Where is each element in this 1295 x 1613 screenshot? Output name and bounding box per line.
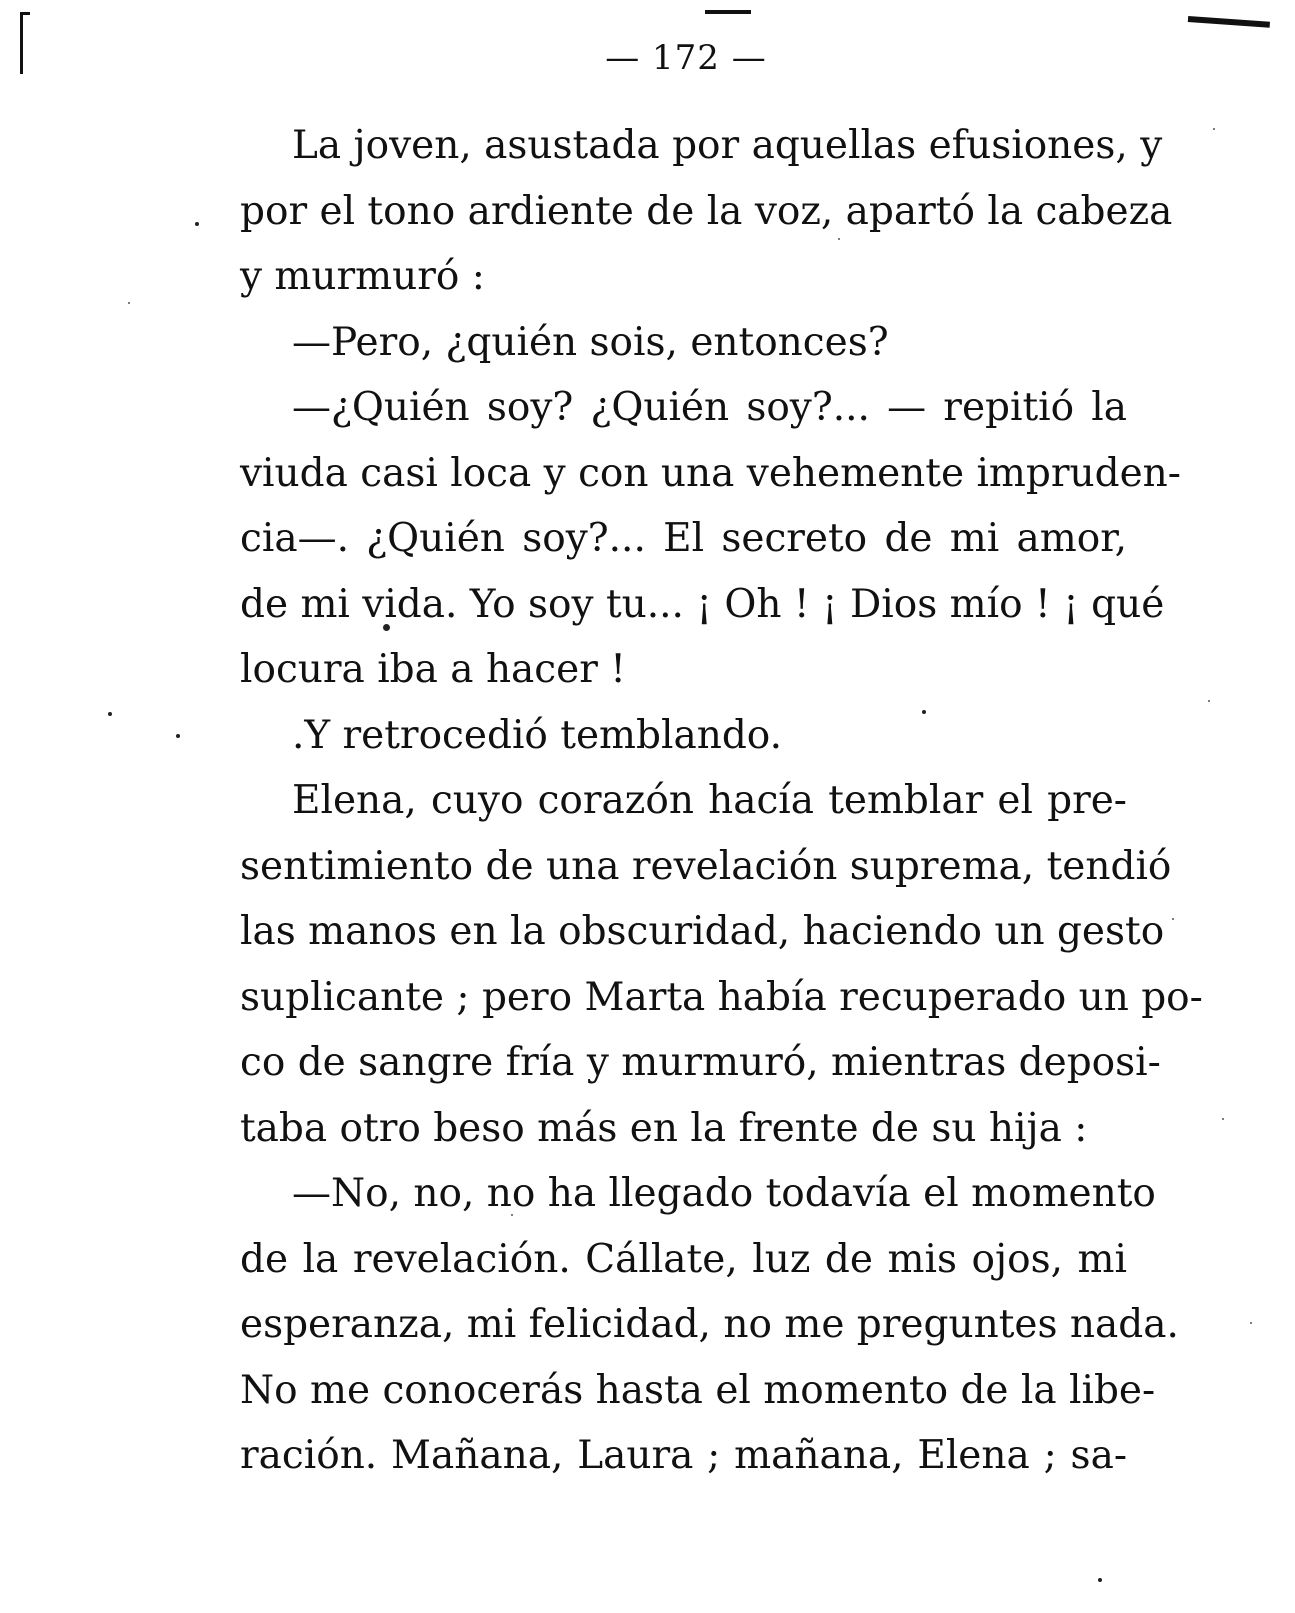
text-line: La joven, asustada por aquellas efusiones, y [292,123,1163,168]
text-line: locura iba a hacer ! [240,647,626,692]
scan-speck [1222,1118,1224,1120]
scan-top-bar [705,10,751,14]
text-line: —¿Quién soy? ¿Quién soy?... — repitió la [292,385,1127,430]
text-line: —Pero, ¿quién sois, entonces? [292,319,889,365]
scan-corner-mark [1188,16,1270,28]
page-number: — 172 — [605,38,767,78]
text-line: No me conocerás hasta el momento de la libe- [240,1367,1156,1413]
scan-dot [195,222,199,226]
text-line: suplicante ; pero Marta había recuperado un po- [240,974,1203,1020]
scan-speck [128,302,130,304]
text-line: viuda casi loca y con una vehemente impruden- [240,450,1181,496]
scan-dot [1098,1578,1102,1582]
text-line: de la revelación. Cállate, luz de mis ojos, mi [240,1236,1127,1282]
scan-dot [176,734,180,738]
text-line: y murmuró : [240,254,485,299]
text-line: —No, no, no ha llegado todavía el momento [292,1171,1156,1216]
text-line: cia—. ¿Quién soy?... El secreto de mi amor, [240,516,1127,561]
text-line: Elena, cuyo corazón hacía temblar el pre- [292,778,1127,823]
scan-speck [1172,918,1174,920]
text-line: de mi vida. Yo soy tu... ¡ Oh ! ¡ Dios mío ! ¡ qué [240,581,1165,627]
text-line: por el tono ardiente de la voz, apartó la cabeza [240,188,1173,234]
scan-speck [1208,700,1210,702]
scan-speck [1213,128,1215,130]
text-line: ración. Mañana, Laura ; mañana, Elena ; sa- [240,1433,1127,1478]
text-line: co de sangre fría y murmuró, mientras deposi- [240,1040,1161,1085]
scan-edge-mark-left-tick [20,12,30,15]
text-line: taba otro beso más en la frente de su hija : [240,1105,1088,1151]
text-line: esperanza, mi felicidad, no me preguntes nada. [240,1302,1179,1347]
text-line: sentimiento de una revelación suprema, tendió [240,843,1172,889]
scan-speck [1250,1322,1252,1324]
text-line: .Y retrocedió temblando. [292,712,782,758]
text-line: las manos en la obscuridad, haciendo un gesto [240,909,1165,954]
body-text [240,113,1203,1489]
scan-dot [108,712,112,716]
